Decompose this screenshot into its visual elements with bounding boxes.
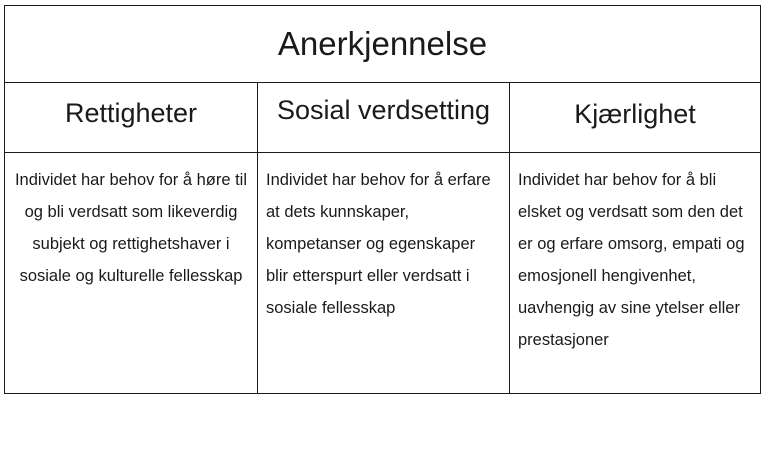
column-description: Individet har behov for å erfare at dets kunnskaper, kompetanser og egenskaper blir etterspurt eller verdsatt i sosiale fellesskap <box>266 171 491 317</box>
table-title: Anerkjennelse <box>5 6 760 83</box>
column-kjaerlighet <box>509 83 760 393</box>
column-rettigheter <box>5 83 257 393</box>
recognition-table <box>4 5 761 394</box>
column-description: Individet har behov for å høre til og bli verdsatt som likeverdig subjekt og rettighetshaver i sosiale og kulturelle fellesskap <box>14 171 248 285</box>
column-heading: Kjærlighet <box>510 83 760 153</box>
column-description: Individet har behov for å bli elsket og verdsatt som den det er og erfare omsorg, empati og emosjonell hengivenhet, uavhengig av sine ytelser eller prestasjoner <box>518 171 745 349</box>
column-heading: Rettigheter <box>5 83 257 153</box>
column-heading: Sosial verdsetting <box>258 83 509 153</box>
column-sosial-verdsetting <box>257 83 509 393</box>
